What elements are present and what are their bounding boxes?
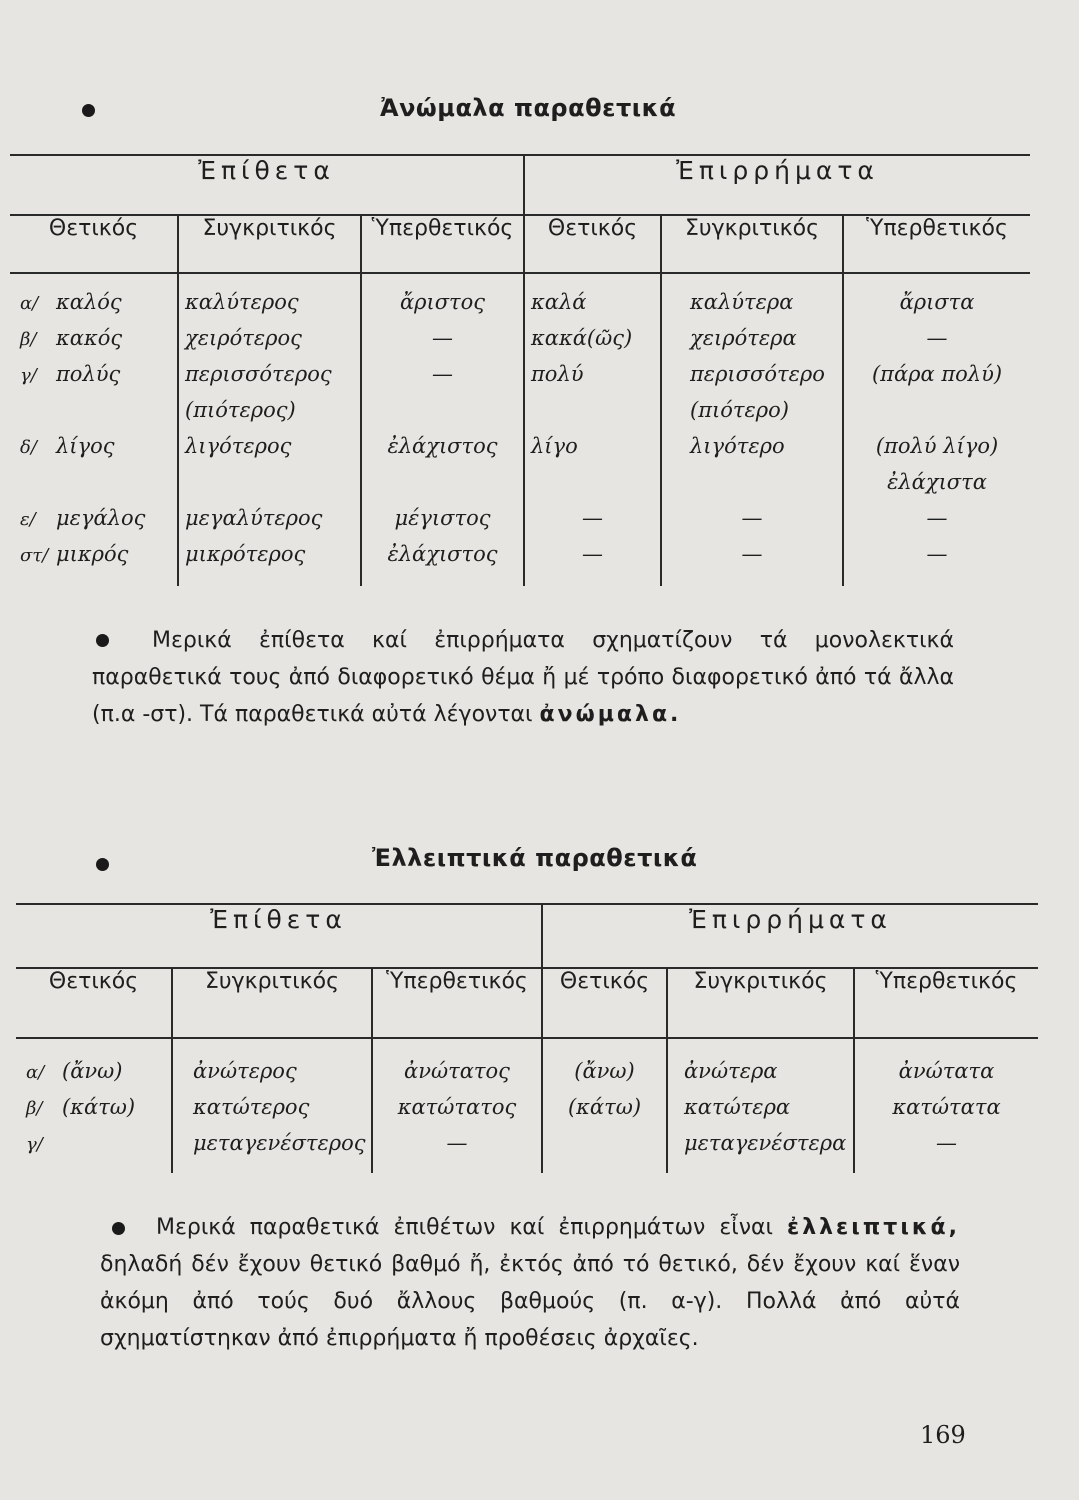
table-cell: λίγος bbox=[56, 434, 115, 458]
group-label-adverbs: Ἐπιρρήματα bbox=[524, 155, 1030, 215]
table-cell bbox=[662, 464, 842, 500]
row-label: α/ bbox=[26, 1062, 45, 1083]
table-cell: καλά bbox=[531, 290, 587, 314]
table-cell: (πιότερος) bbox=[185, 398, 296, 422]
table-cell bbox=[543, 1125, 666, 1161]
table-column-superlative-adv bbox=[843, 273, 1030, 586]
table-cell: περισσότερο bbox=[690, 362, 825, 386]
table-cell: — bbox=[582, 542, 603, 566]
row-label: στ/ bbox=[20, 545, 49, 566]
column-header: Συγκριτικός bbox=[178, 215, 361, 273]
table-column-positive-adv bbox=[542, 1038, 667, 1173]
column-header: Θετικός bbox=[524, 215, 661, 273]
table-column-superlative-adv bbox=[854, 1038, 1038, 1173]
table-cell bbox=[179, 464, 360, 500]
row-label: δ/ bbox=[20, 437, 37, 458]
table-column-superlative-adj bbox=[361, 273, 524, 586]
table-cell: — bbox=[582, 506, 603, 530]
table-column-superlative-adj bbox=[372, 1038, 542, 1173]
column-header: Ὑπερθετικός bbox=[843, 215, 1030, 273]
anomala-table bbox=[10, 154, 1030, 586]
table-cell: — bbox=[926, 326, 948, 350]
table-cell: μικρός bbox=[56, 542, 129, 566]
column-header: Συγκριτικός bbox=[172, 968, 372, 1038]
table-cell: μικρότερος bbox=[185, 542, 306, 566]
table-cell: μεταγενέστερα bbox=[684, 1131, 847, 1155]
table-cell bbox=[525, 392, 660, 428]
table-cell: χειρότερα bbox=[690, 326, 797, 350]
table-cell bbox=[362, 464, 523, 500]
term-anomala: ἀνώμαλα. bbox=[539, 702, 682, 727]
group-label-adjectives: Ἐπίθετα bbox=[16, 904, 542, 968]
table-cell: — bbox=[926, 542, 948, 566]
row-label: ε/ bbox=[20, 509, 36, 530]
table-cell: — bbox=[926, 506, 948, 530]
table-column-comparative-adj bbox=[172, 1038, 372, 1173]
table-cell: καλύτερα bbox=[690, 290, 794, 314]
table-cell: ἄριστα bbox=[899, 290, 975, 314]
elleiptika-table bbox=[16, 903, 1038, 1173]
row-label: β/ bbox=[26, 1098, 43, 1119]
column-header: Θετικός bbox=[10, 215, 178, 273]
table-cell: — bbox=[936, 1131, 958, 1155]
table-cell: μεταγενέστερος bbox=[193, 1131, 366, 1155]
table-cell: (κάτω) bbox=[567, 1095, 642, 1119]
table-cell: (πολύ λίγο) bbox=[875, 434, 999, 458]
table-cell: κακά(ῶς) bbox=[531, 326, 633, 350]
table-cell: (κάτω) bbox=[62, 1095, 136, 1119]
group-label-adjectives: Ἐπίθετα bbox=[10, 155, 524, 215]
row-label: α/ bbox=[20, 293, 39, 314]
section-heading-anomala: Ἀνώμαλα παραθετικά bbox=[380, 94, 677, 122]
table-cell: — bbox=[432, 362, 453, 386]
paragraph-elleiptika bbox=[100, 1209, 960, 1357]
table-cell: πολύς bbox=[56, 362, 121, 386]
row-label: β/ bbox=[20, 329, 37, 350]
bullet-icon bbox=[82, 104, 95, 117]
paragraph-anomala bbox=[92, 622, 954, 733]
paragraph-text: Μερικά παραθετικά ἐπιθέτων καί ἐπιρρημάτων εἶναι bbox=[156, 1215, 787, 1240]
table-cell: — bbox=[446, 1131, 468, 1155]
table-cell: καλός bbox=[56, 290, 122, 314]
table-cell bbox=[844, 392, 1030, 428]
table-cell: λιγότερο bbox=[690, 434, 785, 458]
table-cell: λίγο bbox=[531, 434, 578, 458]
table-cell: καλύτερος bbox=[185, 290, 299, 314]
table-column-positive-adj bbox=[10, 273, 178, 586]
table-cell: ἄριστος bbox=[399, 290, 486, 314]
table-cell: κατώτερα bbox=[684, 1095, 791, 1119]
table-column-comparative-adv bbox=[667, 1038, 854, 1173]
table-cell: — bbox=[741, 542, 763, 566]
table-cell: — bbox=[741, 506, 763, 530]
table-cell: (ἄνω) bbox=[574, 1059, 635, 1083]
term-elleiptika: ἐλλειπτικά, bbox=[786, 1215, 960, 1240]
table-cell: (ἄνω) bbox=[62, 1059, 123, 1083]
table-cell: — bbox=[432, 326, 453, 350]
table-cell: ἀνώτατος bbox=[404, 1059, 510, 1083]
table-cell: κατώτατος bbox=[397, 1095, 517, 1119]
table-cell: κατώτερος bbox=[193, 1095, 310, 1119]
table-cell: (πιότερο) bbox=[690, 398, 789, 422]
table-column-comparative-adj bbox=[178, 273, 361, 586]
column-header: Θετικός bbox=[16, 968, 172, 1038]
column-header: Ὑπερθετικός bbox=[372, 968, 542, 1038]
table-cell: πολύ bbox=[531, 362, 584, 386]
table-cell: κατώτατα bbox=[892, 1095, 1001, 1119]
table-cell: ἀνώτατα bbox=[898, 1059, 995, 1083]
column-header: Ὑπερθετικός bbox=[854, 968, 1038, 1038]
table-cell: ἐλάχιστα bbox=[887, 470, 987, 494]
table-cell: χειρότερος bbox=[185, 326, 302, 350]
column-header: Συγκριτικός bbox=[661, 215, 843, 273]
table-cell: μεγάλος bbox=[56, 506, 146, 530]
table-cell: μέγιστος bbox=[394, 506, 491, 530]
row-label: γ/ bbox=[20, 365, 37, 386]
row-label: γ/ bbox=[26, 1134, 43, 1155]
column-header: Ὑπερθετικός bbox=[361, 215, 524, 273]
table-column-positive-adv bbox=[524, 273, 661, 586]
page-number: 169 bbox=[920, 1421, 966, 1449]
table-cell: ἀνώτερος bbox=[193, 1059, 297, 1083]
table-cell: (πάρα πολύ) bbox=[871, 362, 1003, 386]
table-cell: ἐλάχιστος bbox=[387, 434, 498, 458]
column-header: Συγκριτικός bbox=[667, 968, 854, 1038]
section-heading-elleiptika: Ἐλλειπτικά παραθετικά bbox=[372, 844, 698, 872]
table-cell: λιγότερος bbox=[185, 434, 292, 458]
table-cell: ἐλάχιστος bbox=[387, 542, 498, 566]
table-cell: μεγαλύτερος bbox=[185, 506, 323, 530]
bullet-icon bbox=[96, 858, 109, 871]
table-cell: ἀνώτερα bbox=[684, 1059, 778, 1083]
table-column-positive-adj bbox=[16, 1038, 172, 1173]
column-header: Θετικός bbox=[542, 968, 667, 1038]
group-label-adverbs: Ἐπιρρήματα bbox=[542, 904, 1038, 968]
table-column-comparative-adv bbox=[661, 273, 843, 586]
paragraph-text: Μερικά ἐπίθετα καί ἐπιρρήματα σχηματίζουν τά μονολεκτικά παραθετικά τους ἀπό διαφορετικό θέμα ἤ μέ τρόπο διαφορετικό ἀπό τά ἄλλα (π.α -στ). Τά παραθετικά αὐτά λέγονται bbox=[92, 628, 954, 727]
paragraph-text: δηλαδή δέν ἔχουν θετικό βαθμό ἤ, ἐκτός ἀπό τό θετικό, δέν ἔχουν καί ἕναν ἀκόμη ἀπό τούς δυό ἄλλους βαθμούς (π. α-γ). Πολλά ἀπό αὐτά σχηματίστηκαν ἀπό ἐπιρρήματα ἤ προθέσεις ἀρχαῖες. bbox=[100, 1252, 960, 1351]
table-cell: κακός bbox=[56, 326, 123, 350]
table-cell bbox=[362, 392, 523, 428]
table-cell: περισσότερος bbox=[185, 362, 332, 386]
table-cell bbox=[525, 464, 660, 500]
